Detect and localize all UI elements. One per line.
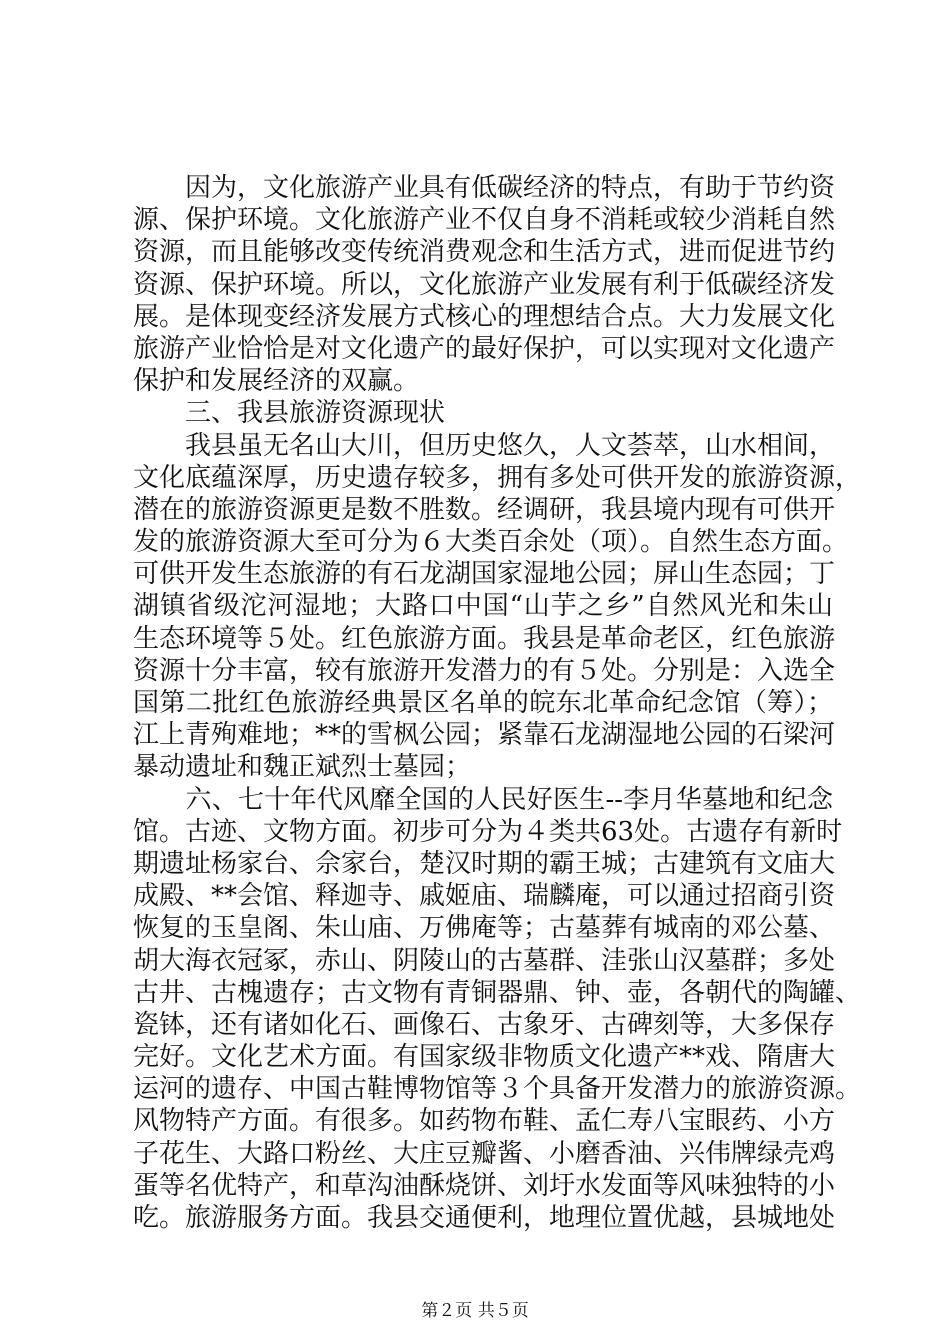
text-line: 六、七十年代风靡全国的人民好医生--李月华墓地和纪念 xyxy=(133,784,833,815)
text-line: 运河的遗存、中国古鞋博物馆等３个具备开发潜力的旅游资源。 xyxy=(133,1074,862,1105)
text-line: 保护和发展经济的双赢。 xyxy=(133,366,420,397)
text-line: 资源，而且能够改变传统消费观念和生活方式，进而促进节约 xyxy=(133,237,836,268)
text-line: 我县虽无名山大川，但历史悠久，人文荟萃，山水相间， xyxy=(133,430,836,461)
text-line: 展。是体现变经济发展方式核心的理想结合点。大力发展文化 xyxy=(133,301,836,332)
document-body xyxy=(133,172,862,1234)
text-line: 国第二批红色旅游经典景区名单的皖东北革命纪念馆（筹）； xyxy=(133,688,833,718)
text-line: 文化底蕴深厚，历史遗存较多，拥有多处可供开发的旅游资源， xyxy=(133,462,862,493)
text-line: 江上青殉难地；**的雪枫公园；紧靠石龙湖湿地公园的石梁河 xyxy=(133,720,836,751)
text-line: 期遗址杨家台、佘家台，楚汉时期的霸王城；古建筑有文庙大 xyxy=(133,848,836,879)
text-line: 因为，文化旅游产业具有低碳经济的特点，有助于节约资 xyxy=(133,173,836,203)
text-line: 恢复的玉皇阁、朱山庙、万佛庵等；古墓葬有城南的邓公墓、 xyxy=(133,913,836,944)
text-line: 可供开发生态旅游的有石龙湖国家湿地公园；屏山生态园；丁 xyxy=(133,559,836,590)
text-line: 风物特产方面。有很多。如药物布鞋、孟仁寿八宝眼药、小方 xyxy=(133,1106,836,1137)
text-line: 胡大海衣冠冢，赤山、阴陵山的古墓群、洼张山汉墓群；多处 xyxy=(133,945,836,976)
text-line: 吃。旅游服务方面。我县交通便利，地理位置优越，县城地处 xyxy=(133,1203,836,1233)
text-line: 子花生、大路口粉丝、大庄豆瓣酱、小磨香油、兴伟牌绿壳鸡 xyxy=(133,1138,836,1169)
text-line: 古井、古槐遗存；古文物有青铜器鼎、钟、壶，各朝代的陶罐、 xyxy=(133,977,862,1008)
page-footer: 第２页 共５页 xyxy=(421,1301,529,1321)
text-line: 生态环境等５处。红色旅游方面。我县是革命老区，红色旅游 xyxy=(133,623,836,654)
text-line: 发的旅游资源大至可分为６大类百余处（项）。自然生态方面。 xyxy=(133,527,849,558)
text-line: 馆。古迹、文物方面。初步可分为４类共63处。古遗存有新时 xyxy=(133,816,843,847)
text-line: 完好。文化艺术方面。有国家级非物质文化遗产**戏、隋唐大 xyxy=(133,1042,836,1073)
text-line: 资源、保护环境。所以，文化旅游产业发展有利于低碳经济发 xyxy=(133,269,836,300)
text-line: 潜在的旅游资源更是数不胜数。经调研，我县境内现有可供开 xyxy=(133,494,836,525)
text-line: 旅游产业恰恰是对文化遗产的最好保护，可以实现对文化遗产 xyxy=(133,333,836,364)
section-heading: 三、我县旅游资源现状 xyxy=(133,398,446,429)
text-line: 资源十分丰富，较有旅游开发潜力的有５处。分别是：入选全 xyxy=(133,655,836,686)
text-line: 暴动遗址和魏正斌烈士墓园； xyxy=(133,752,472,783)
text-line: 蛋等名优特产，和草沟油酥烧饼、刘圩水发面等风味独特的小 xyxy=(133,1170,836,1201)
text-line: 源、保护环境。文化旅游产业不仅自身不消耗或较少消耗自然 xyxy=(133,205,836,236)
text-line: 湖镇省级沱河湿地；大路口中国“山芋之乡”自然风光和朱山 xyxy=(133,591,833,622)
text-line: 瓷钵，还有诸如化石、画像石、古象牙、古碑刻等，大多保存 xyxy=(133,1009,836,1040)
text-line: 成殿、**会馆、释迦寺、戚姬庙、瑞麟庵，可以通过招商引资 xyxy=(133,881,836,912)
